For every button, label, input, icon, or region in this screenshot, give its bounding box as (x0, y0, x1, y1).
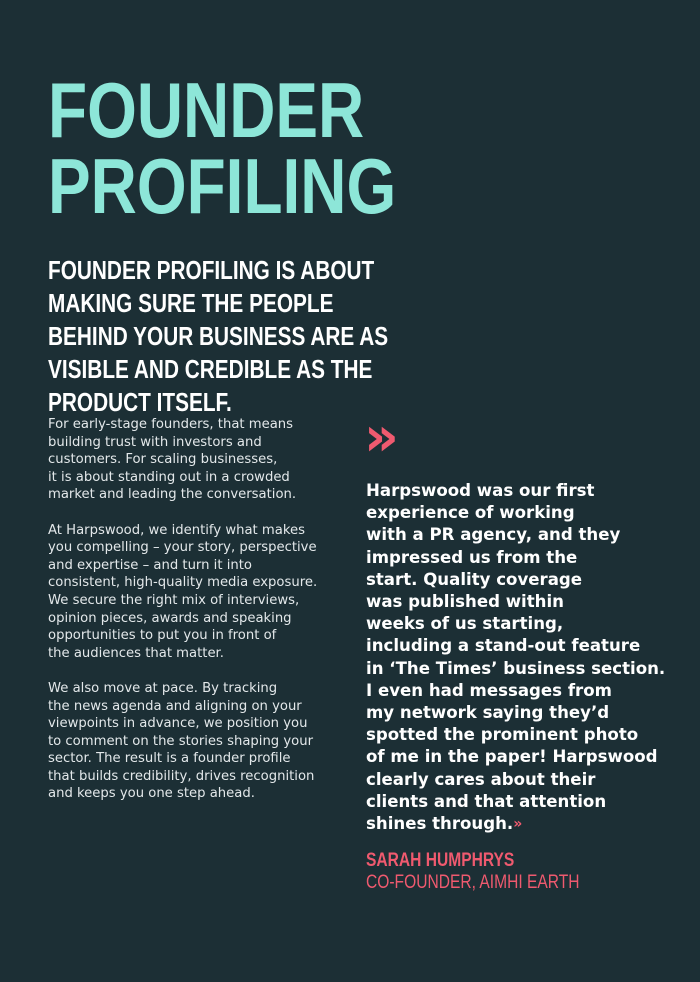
body-paragraph-2 (48, 522, 348, 663)
quote-line: was published within (366, 592, 564, 612)
body-line: customers. For scaling businesses, (48, 452, 278, 468)
quote-line: my network saying they’d (366, 703, 610, 723)
body-line: the audiences that matter. (48, 645, 224, 661)
body-line: that builds credibility, drives recognition (48, 768, 315, 784)
quote-line: shines through. (366, 814, 514, 834)
quote-line: clients and that attention (366, 791, 607, 811)
lead-line-5: PRODUCT ITSELF. (48, 387, 232, 417)
title-line-2: PROFILING (48, 142, 397, 230)
body-line: and expertise – and turn it into (48, 557, 252, 573)
open-quote-icon: » (364, 405, 399, 468)
body-line: viewpoints in advance, we position you (48, 716, 308, 732)
title-line-1: FOUNDER (48, 66, 365, 154)
body-line: We secure the right mix of interviews, (48, 592, 300, 608)
lead-line-2: MAKING SURE THE PEOPLE (48, 288, 334, 318)
body-line: At Harpswood, we identify what makes (48, 522, 305, 538)
lead-line-1: FOUNDER PROFILING IS ABOUT (48, 255, 375, 285)
body-line: For early-stage founders, that means (48, 417, 294, 432)
body-line: opinion pieces, awards and speaking (48, 610, 292, 626)
lead-line-3: BEHIND YOUR BUSINESS ARE AS (48, 321, 389, 351)
quote-last-line (366, 813, 665, 835)
body-line: building trust with investors and (48, 434, 262, 450)
quote-line: in ‘The Times’ business section. (366, 658, 666, 678)
body-paragraph-1 (48, 416, 348, 504)
quote-line: Harpswood was our first (366, 481, 595, 500)
quote-line: I even had messages from (366, 680, 612, 700)
body-line: We also move at pace. By tracking (48, 680, 278, 696)
close-quote-icon: » (513, 816, 523, 833)
author-name: SARAH HUMPHRYS (366, 850, 515, 871)
body-line: and keeps you one step ahead. (48, 786, 255, 802)
quote-line: clearly cares about their (366, 769, 596, 789)
quote-line: weeks of us starting, (366, 614, 564, 634)
quote-line: with a PR agency, and they (366, 525, 621, 545)
body-copy (48, 416, 348, 821)
lead-line-4: VISIBLE AND CREDIBLE AS THE (48, 354, 373, 384)
quote-line: spotted the prominent photo (366, 725, 639, 745)
author-role: CO-FOUNDER, AIMHI EARTH (366, 872, 580, 893)
body-line: to comment on the stories shaping your (48, 733, 314, 749)
testimonial-attribution (366, 850, 580, 894)
quote-line: of me in the paper! Harpswood (366, 747, 658, 767)
body-line: opportunities to put you in front of (48, 628, 277, 644)
body-line: sector. The result is a founder profile (48, 751, 291, 767)
body-line: the news agenda and aligning on your (48, 698, 302, 714)
testimonial-quote (366, 480, 665, 835)
quote-line: experience of working (366, 503, 575, 523)
body-line: it is about standing out in a crowded (48, 469, 290, 485)
body-paragraph-3 (48, 680, 348, 803)
quote-line: including a stand-out feature (366, 636, 641, 656)
quote-line: impressed us from the (366, 547, 578, 567)
body-line: you compelling – your story, perspective (48, 540, 317, 556)
quote-line: start. Quality coverage (366, 569, 583, 589)
body-line: consistent, high-quality media exposure. (48, 575, 318, 591)
page-title (48, 66, 397, 230)
body-line: market and leading the conversation. (48, 487, 297, 503)
lead-statement (48, 254, 389, 419)
